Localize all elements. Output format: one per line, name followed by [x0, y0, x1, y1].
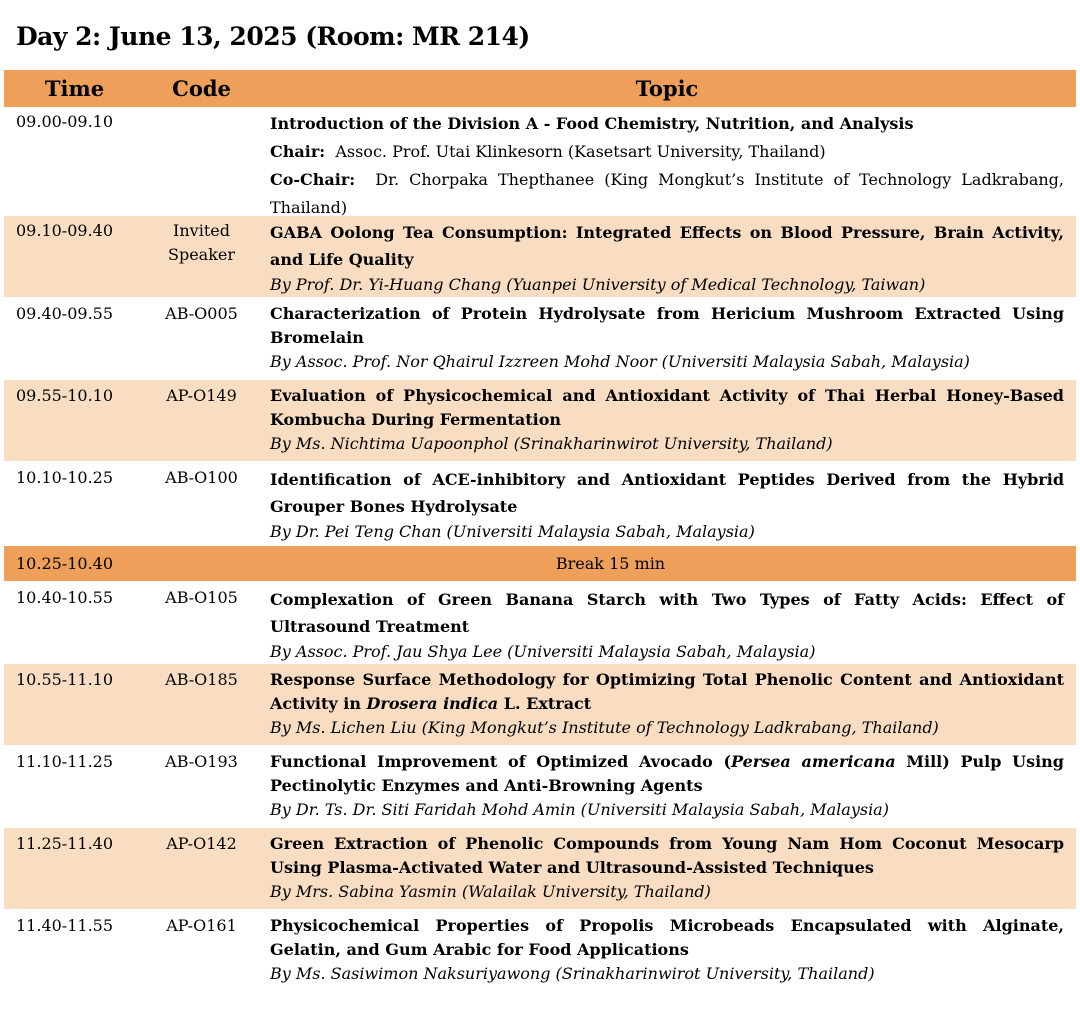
session-title: Green Extraction of Phenolic Compounds from Young Nam Hom Coconut Mesocarp Using Plasma-Activated Water and Ultrasound-Assisted Techniques [270, 834, 1064, 877]
session-speaker: By Ms. Sasiwimon Naksuriyawong (Srinakharinwirot University, Thailand) [270, 964, 875, 983]
table-row [4, 910, 1076, 992]
row-topic [258, 110, 1076, 215]
row-code: AB-O005 [165, 304, 238, 323]
session-speaker: By Ms. Lichen Liu (King Mongkut’s Institute of Technology Ladkrabang, Thailand) [270, 718, 939, 737]
cochair-name: Dr. Chorpaka Thepthanee (King Mongkut’s Institute of Technology Ladkrabang, Thailand) [270, 170, 1064, 217]
table-row [4, 108, 1076, 216]
row-code: AB-O193 [165, 752, 238, 771]
header-topic: Topic [635, 76, 699, 101]
session-title [270, 668, 1064, 716]
title-part: Functional Improvement of Optimized Avocado ( [270, 752, 732, 771]
row-topic [258, 302, 1076, 379]
cochair-line [270, 166, 1064, 222]
row-code: AB-O105 [165, 588, 238, 607]
row-time: 11.10-11.25 [16, 752, 114, 771]
page-title: Day 2: June 13, 2025 (Room: MR 214) [16, 22, 530, 51]
table-row [4, 828, 1076, 910]
row-topic [258, 750, 1076, 827]
row-code [145, 110, 258, 215]
session-title [270, 750, 1064, 798]
session-title: Introduction of the Division A - Food Chemistry, Nutrition, and Analysis [270, 114, 914, 133]
row-topic [258, 668, 1076, 745]
cochair-label: Co-Chair: [270, 170, 356, 189]
row-topic [258, 466, 1076, 545]
code-label: Invited Speaker [167, 221, 236, 264]
row-code: AP-O161 [166, 916, 237, 935]
row-time: 09.10-09.40 [16, 221, 114, 240]
table-row [4, 664, 1076, 746]
header-code: Code [172, 76, 231, 101]
table-row [4, 746, 1076, 828]
row-time: 11.40-11.55 [16, 916, 114, 935]
row-code [145, 219, 258, 297]
break-row [4, 546, 1076, 582]
session-title: Evaluation of Physicochemical and Antioxidant Activity of Thai Herbal Honey-Based Kombucha During Fermentation [270, 386, 1064, 429]
chair-line [270, 138, 1064, 166]
row-code: AP-O149 [166, 386, 237, 405]
session-speaker: By Mrs. Sabina Yasmin (Walailak University, Thailand) [270, 882, 711, 901]
table-row [4, 380, 1076, 462]
table-row [4, 298, 1076, 380]
session-title: Identification of ACE-inhibitory and Antioxidant Peptides Derived from the Hybrid Grouper Bones Hydrolysate [270, 470, 1064, 516]
row-time: 10.10-10.25 [16, 468, 114, 487]
species-name: Drosera indica [366, 694, 499, 713]
row-topic [258, 586, 1076, 663]
table-row [4, 462, 1076, 546]
row-time: 10.40-10.55 [16, 588, 114, 607]
session-title: GABA Oolong Tea Consumption: Integrated Effects on Blood Pressure, Brain Activity, and Life Quality [270, 223, 1064, 269]
title-part: L. Extract [498, 694, 592, 713]
row-code: AB-O185 [165, 670, 238, 689]
session-speaker: By Ms. Nichtima Uapoonphol (Srinakharinwirot University, Thailand) [270, 434, 833, 453]
row-time: 10.55-11.10 [16, 670, 114, 689]
table-header [4, 70, 1076, 108]
break-time: 10.25-10.40 [16, 554, 114, 573]
row-time: 09.55-10.10 [16, 386, 114, 405]
title-part: Mill) Pulp Using Pectinolytic Enzymes and Anti-Browning Agents [270, 752, 1064, 795]
row-code: AB-O100 [165, 468, 238, 487]
row-code: AP-O142 [166, 834, 237, 853]
row-topic [258, 219, 1076, 297]
session-speaker: By Dr. Ts. Dr. Siti Faridah Mohd Amin (Universiti Malaysia Sabah, Malaysia) [270, 800, 889, 819]
table-row [4, 216, 1076, 298]
session-speaker: By Assoc. Prof. Nor Qhairul Izzreen Mohd Noor (Universiti Malaysia Sabah, Malaysia) [270, 352, 970, 371]
row-time: 09.00-09.10 [16, 112, 114, 131]
session-title: Complexation of Green Banana Starch with Two Types of Fatty Acids: Effect of Ultrasound Treatment [270, 590, 1064, 636]
session-speaker: By Dr. Pei Teng Chan (Universiti Malaysia Sabah, Malaysia) [270, 522, 755, 541]
species-name: Persea americana [731, 752, 896, 771]
schedule-table [4, 70, 1076, 992]
break-label: Break 15 min [555, 554, 666, 573]
chair-name: Assoc. Prof. Utai Klinkesorn (Kasetsart University, Thailand) [335, 142, 826, 161]
session-title: Characterization of Protein Hydrolysate from Hericium Mushroom Extracted Using Bromelain [270, 304, 1064, 347]
session-title: Physicochemical Properties of Propolis Microbeads Encapsulated with Alginate, Gelatin, and Gum Arabic for Food Applications [270, 916, 1064, 959]
row-topic [258, 384, 1076, 461]
title-part: Response Surface Methodology for Optimizing Total Phenolic Content and Antioxidant Activity in [270, 670, 1064, 713]
table-row [4, 582, 1076, 664]
row-topic [258, 832, 1076, 909]
header-time: Time [44, 76, 105, 101]
session-speaker: By Prof. Dr. Yi-Huang Chang (Yuanpei University of Medical Technology, Taiwan) [270, 275, 926, 294]
chair-label: Chair: [270, 142, 326, 161]
session-speaker: By Assoc. Prof. Jau Shya Lee (Universiti Malaysia Sabah, Malaysia) [270, 642, 816, 661]
row-time: 11.25-11.40 [16, 834, 114, 853]
row-topic [258, 914, 1076, 991]
row-time: 09.40-09.55 [16, 304, 114, 323]
